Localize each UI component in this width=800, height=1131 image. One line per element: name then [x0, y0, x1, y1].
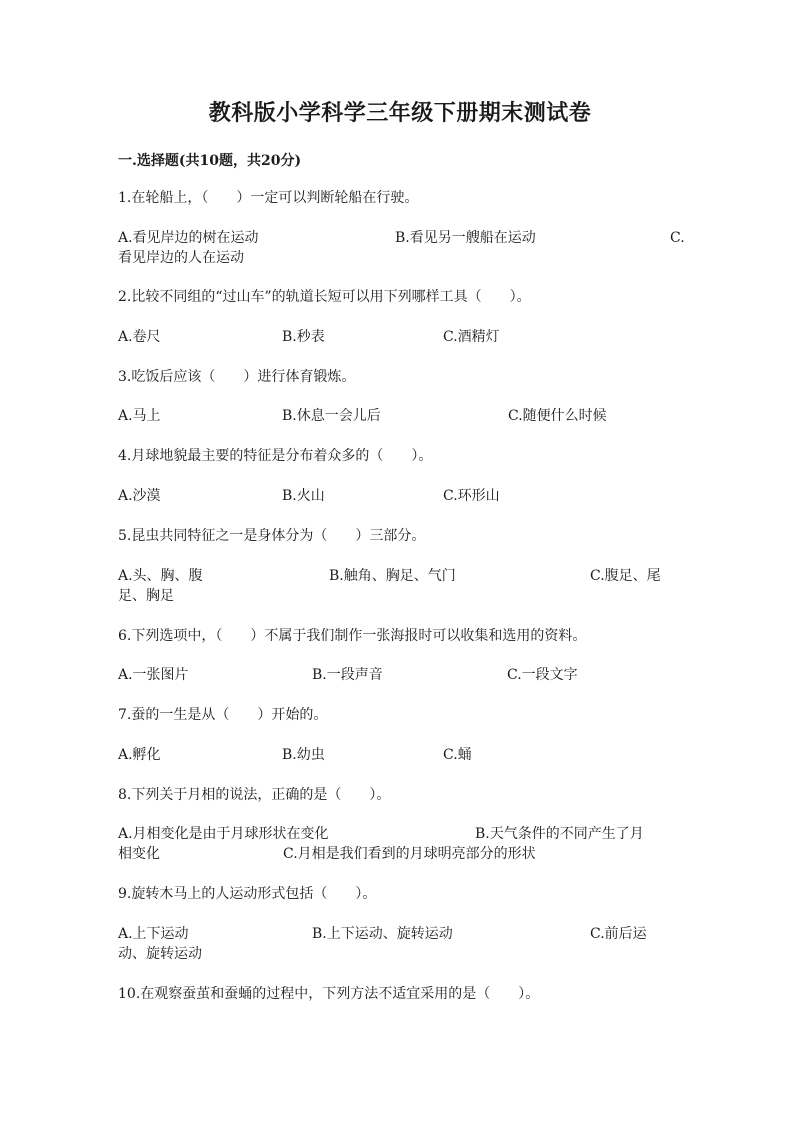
question-4-options — [118, 486, 688, 506]
question-3-options — [118, 406, 688, 426]
question-stem: 5.昆虫共同特征之一是身体分为（ ）三部分。 — [118, 528, 426, 544]
option-c: C.前后运 — [590, 926, 647, 942]
page-title: 教科版小学科学三年级下册期末测试卷 — [208, 100, 592, 126]
question-stem: 3.吃饭后应该（ ）进行体育锻炼。 — [118, 369, 356, 385]
question-stem: 7.蚕的一生是从（ ）开始的。 — [118, 707, 328, 723]
option-c-continued: 看见岸边的人在运动 — [118, 250, 244, 266]
option-b: B.秒表 — [282, 329, 325, 345]
question-8 — [118, 785, 688, 805]
question-1 — [118, 188, 688, 208]
question-stem: 2.比较不同组的“过山车”的轨道长短可以用下列哪样工具（ ）。 — [118, 289, 531, 305]
option-b: B.幼虫 — [282, 747, 325, 763]
option-b: B.火山 — [282, 488, 325, 504]
question-8-options — [118, 824, 688, 864]
option-b: B.上下运动、旋转运动 — [312, 926, 453, 942]
question-stem: 6.下列选项中，（ ）不属于我们制作一张海报时可以收集和选用的资料。 — [118, 628, 587, 644]
option-c: C.月相是我们看到的月球明亮部分的形状 — [283, 846, 536, 862]
option-c: C.一段文字 — [507, 667, 578, 683]
option-b: B.休息一会儿后 — [282, 408, 381, 424]
option-a: A.马上 — [118, 408, 161, 424]
question-stem: 8.下列关于月相的说法，正确的是（ ）。 — [118, 787, 391, 803]
question-5-options — [118, 566, 688, 606]
question-9-options — [118, 924, 688, 964]
option-c-continued: 动、旋转运动 — [118, 946, 202, 962]
option-b: B.触角、胸足、气门 — [329, 568, 456, 584]
question-10 — [118, 984, 688, 1004]
question-6-options — [118, 665, 688, 685]
option-a: A.孵化 — [118, 747, 161, 763]
option-a: A.头、胸、腹 — [118, 568, 203, 584]
option-b: B.天气条件的不同产生了月 — [475, 826, 644, 842]
option-a: A.月相变化是由于月球形状在变化 — [118, 826, 329, 842]
option-b: B.看见另一艘船在运动 — [395, 230, 536, 246]
option-c: C.腹足、尾 — [590, 568, 661, 584]
question-7-options — [118, 745, 688, 765]
option-c-continued: 足、胸足 — [118, 588, 174, 604]
option-c: C.环形山 — [443, 488, 500, 504]
question-7 — [118, 705, 688, 725]
question-stem: 10.在观察蚕茧和蚕蛹的过程中，下列方法不适宜采用的是（ ）。 — [118, 986, 540, 1002]
question-9 — [118, 884, 688, 904]
section-heading: 一.选择题(共10题，共20分) — [118, 153, 302, 169]
question-stem: 9.旋转木马上的人运动形式包括（ ）。 — [118, 886, 377, 902]
option-a: A.卷尺 — [118, 329, 161, 345]
question-stem: 1.在轮船上，（ ）一定可以判断轮船在行驶。 — [118, 190, 419, 206]
option-c: C. — [670, 230, 685, 246]
question-4 — [118, 446, 688, 466]
option-a: A.沙漠 — [118, 488, 161, 504]
question-5 — [118, 526, 688, 546]
option-c: C.酒精灯 — [443, 329, 500, 345]
question-3 — [118, 367, 688, 387]
question-2-options — [118, 327, 688, 347]
question-6 — [118, 626, 688, 646]
option-c: C.随便什么时候 — [508, 408, 607, 424]
option-b: B.一段声音 — [312, 667, 383, 683]
question-2 — [118, 287, 688, 307]
option-a: A.看见岸边的树在运动 — [118, 230, 259, 246]
option-a: A.一张图片 — [118, 667, 189, 683]
question-1-options — [118, 228, 688, 268]
question-stem: 4.月球地貌最主要的特征是分布着众多的（ ）。 — [118, 448, 433, 464]
option-b-continued: 相变化 — [118, 846, 160, 862]
option-c: C.蛹 — [443, 747, 472, 763]
option-a: A.上下运动 — [118, 926, 189, 942]
